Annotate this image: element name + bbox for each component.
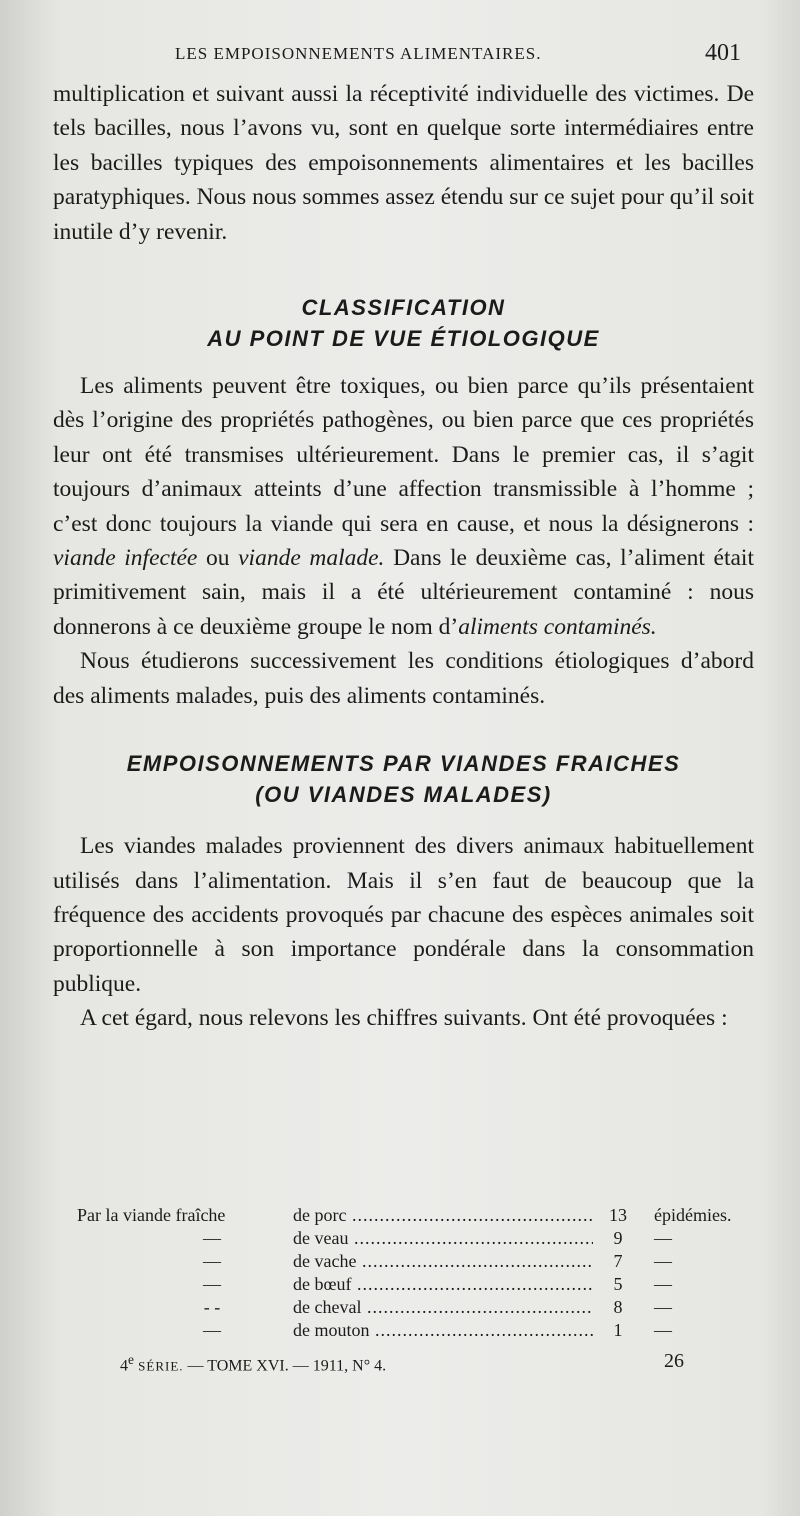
row-label: de cheval ..... (293, 1296, 593, 1319)
row-label: de bœuf ..... (293, 1273, 593, 1296)
running-header (0, 40, 800, 70)
row-label: de mouton ..... (293, 1319, 593, 1342)
row-prefix: Par la viande fraîche (77, 1205, 226, 1225)
heading-line: AU POINT DE VUE ÉTIOLOGIQUE (207, 326, 600, 352)
page-body (53, 77, 754, 1036)
series-label: SÉRIE. (133, 1358, 184, 1374)
page-footer (0, 1352, 800, 1382)
row-value: 1 (613, 1320, 623, 1340)
paragraph-text: Dans le deuxième cas, l’aliment était primitivement sain, mais il a été ultérieurement contaminé : nous donnerons à ce deuxième groupe le nom d’ (53, 545, 754, 640)
row-unit: — (654, 1251, 672, 1271)
heading-line: CLASSIFICATION (301, 295, 506, 321)
running-title: LES EMPOISONNEMENTS ALIMENTAIRES. (175, 44, 542, 63)
ditto-mark: — (203, 1228, 221, 1248)
table-row (77, 1227, 742, 1250)
table-row (77, 1273, 742, 1296)
ditto-mark: — (203, 1251, 221, 1271)
row-label: de porc ..... (293, 1204, 593, 1227)
ditto-mark: — (203, 1320, 221, 1340)
table-row (77, 1250, 742, 1273)
heading-line: (OU VIANDES MALADES) (255, 782, 552, 808)
section-heading-viandes (53, 748, 754, 810)
ditto-mark: — (203, 1274, 221, 1294)
paragraph-text: Les aliments peuvent être toxiques, ou bien parce qu’ils présentaient dès l’origine des propriétés pathogènes, ou bien parce que ces propriétés leur ont été transmises ultérieurement. Dans le premier cas, il s’agit toujours d’animaux atteints d’une affection transmissible à l’homme ; c’est donc toujours la viande qui sera en cause, et nous la désignerons : (53, 373, 754, 537)
row-unit: — (654, 1274, 672, 1294)
row-unit: — (654, 1297, 672, 1317)
row-label: de veau ..... (293, 1227, 593, 1250)
row-value: 8 (613, 1297, 623, 1317)
paragraph-chiffres: A cet égard, nous relevons les chiffres suivants. Ont été provoquées : (80, 1005, 728, 1032)
row-value: 13 (609, 1205, 627, 1225)
emphasis-term: viande infectée (53, 545, 198, 572)
emphasis-term: viande malade. (238, 545, 385, 572)
page-number: 401 (705, 40, 741, 66)
signature-mark: 26 (664, 1350, 684, 1372)
series-line (120, 1352, 386, 1375)
series-superscript: e (128, 1352, 134, 1367)
row-unit: épidémies. (654, 1205, 732, 1225)
row-value: 9 (613, 1228, 623, 1248)
ditto-mark: - - (203, 1297, 221, 1317)
section-heading-classification (53, 292, 754, 354)
series-volume: — TOME XVI. — 1911, N° 4. (183, 1357, 387, 1375)
paragraph-classification (53, 369, 754, 644)
row-unit: — (654, 1228, 672, 1248)
row-unit: — (654, 1320, 672, 1340)
paragraph-continuation: multiplication et suivant aussi la réceptivité individuelle des victimes. De tels bacilles, nous l’avons vu, sont en quelque sorte intermédiaires entre les bacilles typiques des empoisonnements alimentaires et les bacilles paratyphiques. Nous nous sommes assez étendu sur ce sujet pour qu’il soit inutile d’y revenir. (53, 81, 754, 245)
heading-line: EMPOISONNEMENTS PAR VIANDES FRAICHES (126, 751, 681, 777)
row-value: 5 (613, 1274, 623, 1294)
row-value: 7 (613, 1251, 623, 1271)
paragraph-plan: Nous étudierons successivement les conditions étiologiques d’abord des aliments malades, puis des aliments contaminés. (53, 648, 754, 709)
epidemics-table (77, 1204, 742, 1342)
paragraph-viandes: Les viandes malades proviennent des divers animaux habituellement utilisés dans l’alimentation. Mais il s’en faut de beaucoup que la fréquence des accidents provoqués par chacune des espèces animales soit proportionnelle à son importance pondérale dans la consommation publique. (53, 833, 754, 997)
table-row (77, 1296, 742, 1319)
table-row (77, 1319, 742, 1342)
row-label: de vache ..... (293, 1250, 593, 1273)
paragraph-text: ou (197, 545, 239, 572)
table-row (77, 1204, 742, 1227)
emphasis-term: aliments contaminés. (458, 613, 657, 640)
series-number: 4 (120, 1357, 128, 1375)
